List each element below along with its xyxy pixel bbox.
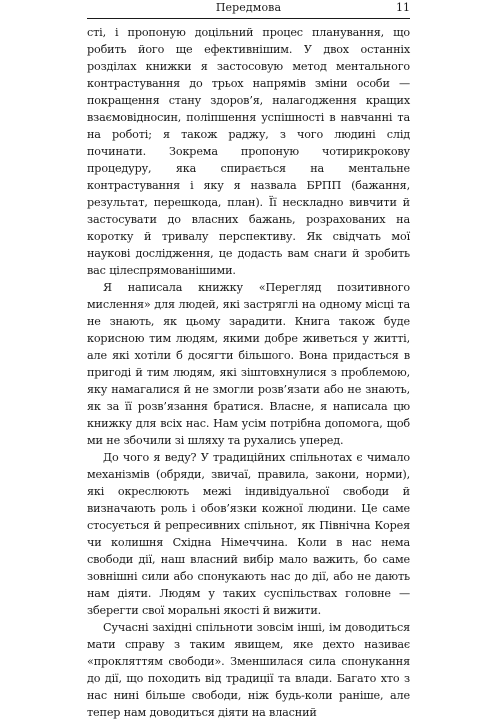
body-text xyxy=(87,24,410,719)
paragraph-continued: сті, і пропоную доцільний процес планування, що робить його ще ефективнішим. У двох останніх розділах книжки я застосовую метод ментального контрастування до трьох напрямів зміни особи — покращення стану здоров’я, налагодження кращих взаємовідносин, поліпшення успішності в навчанні та на роботі; я також раджу, з чого людині слід починати. Зокрема пропоную чотирикрокову процедуру, яка спирається на ментальне контрастування і яку я назвала БРПП (бажання, результат, перешкода, план). Її нескладно вивчити й застосувати до власних бажань, розрахованих на коротку й тривалу перспективу. Як свідчать мої наукові дослідження, це додасть вам снаги й зробить вас цілеспрямованішими. xyxy=(87,26,410,277)
paragraph: До чого я веду? У традиційних спільнотах є чимало механізмів (обряди, звичаї, правила, закони, норми), які окреслюють межі індивідуальної свободи й визначають роль і обов’язки кожної людини. Це саме стосується й репресивних спільнот, як Північна Корея чи колишня Східна Німеччина. Коли в нас нема свободи дії, наш власний вибір мало важить, бо саме зовнішні сили або спонукають нас до дії, або не дають нам діяти. Людям у таких суспільствах головне — зберегти свої моральні якості й вижити. xyxy=(87,451,410,617)
paragraph: Сучасні західні спільноти зовсім інші, ім доводиться мати справу з таким явищем, яке дехто називає «прокляттям свободи». Зменшилася сила спонукання до дії, що походить від традиції та влади. Багато хто з нас нині більше свободи, ніж будь-коли раніше, але тепер нам доводиться діяти на власний xyxy=(87,621,410,719)
page-number: 11 xyxy=(396,1,410,14)
running-title: Передмова xyxy=(215,1,282,14)
paragraph: Я написала книжку «Перегляд позитивного мислення» для людей, які застряглі на одному місці та не знають, як цьому зарадити. Книга також буде корисною тим людям, якими добре живеться у житті, але які хотіли б досягти більшого. Вона придасться в пригоді й тим людям, які зіштовхнулися з проблемою, яку намагалися й не змогли розв’язати або не знають, як за її розв’язання братися. Власне, я написала цю книжку для всіх нас. Нам усім потрібна допомога, щоб ми не збочили зі шляху та рухались уперед. xyxy=(87,281,410,447)
running-header xyxy=(87,0,410,19)
